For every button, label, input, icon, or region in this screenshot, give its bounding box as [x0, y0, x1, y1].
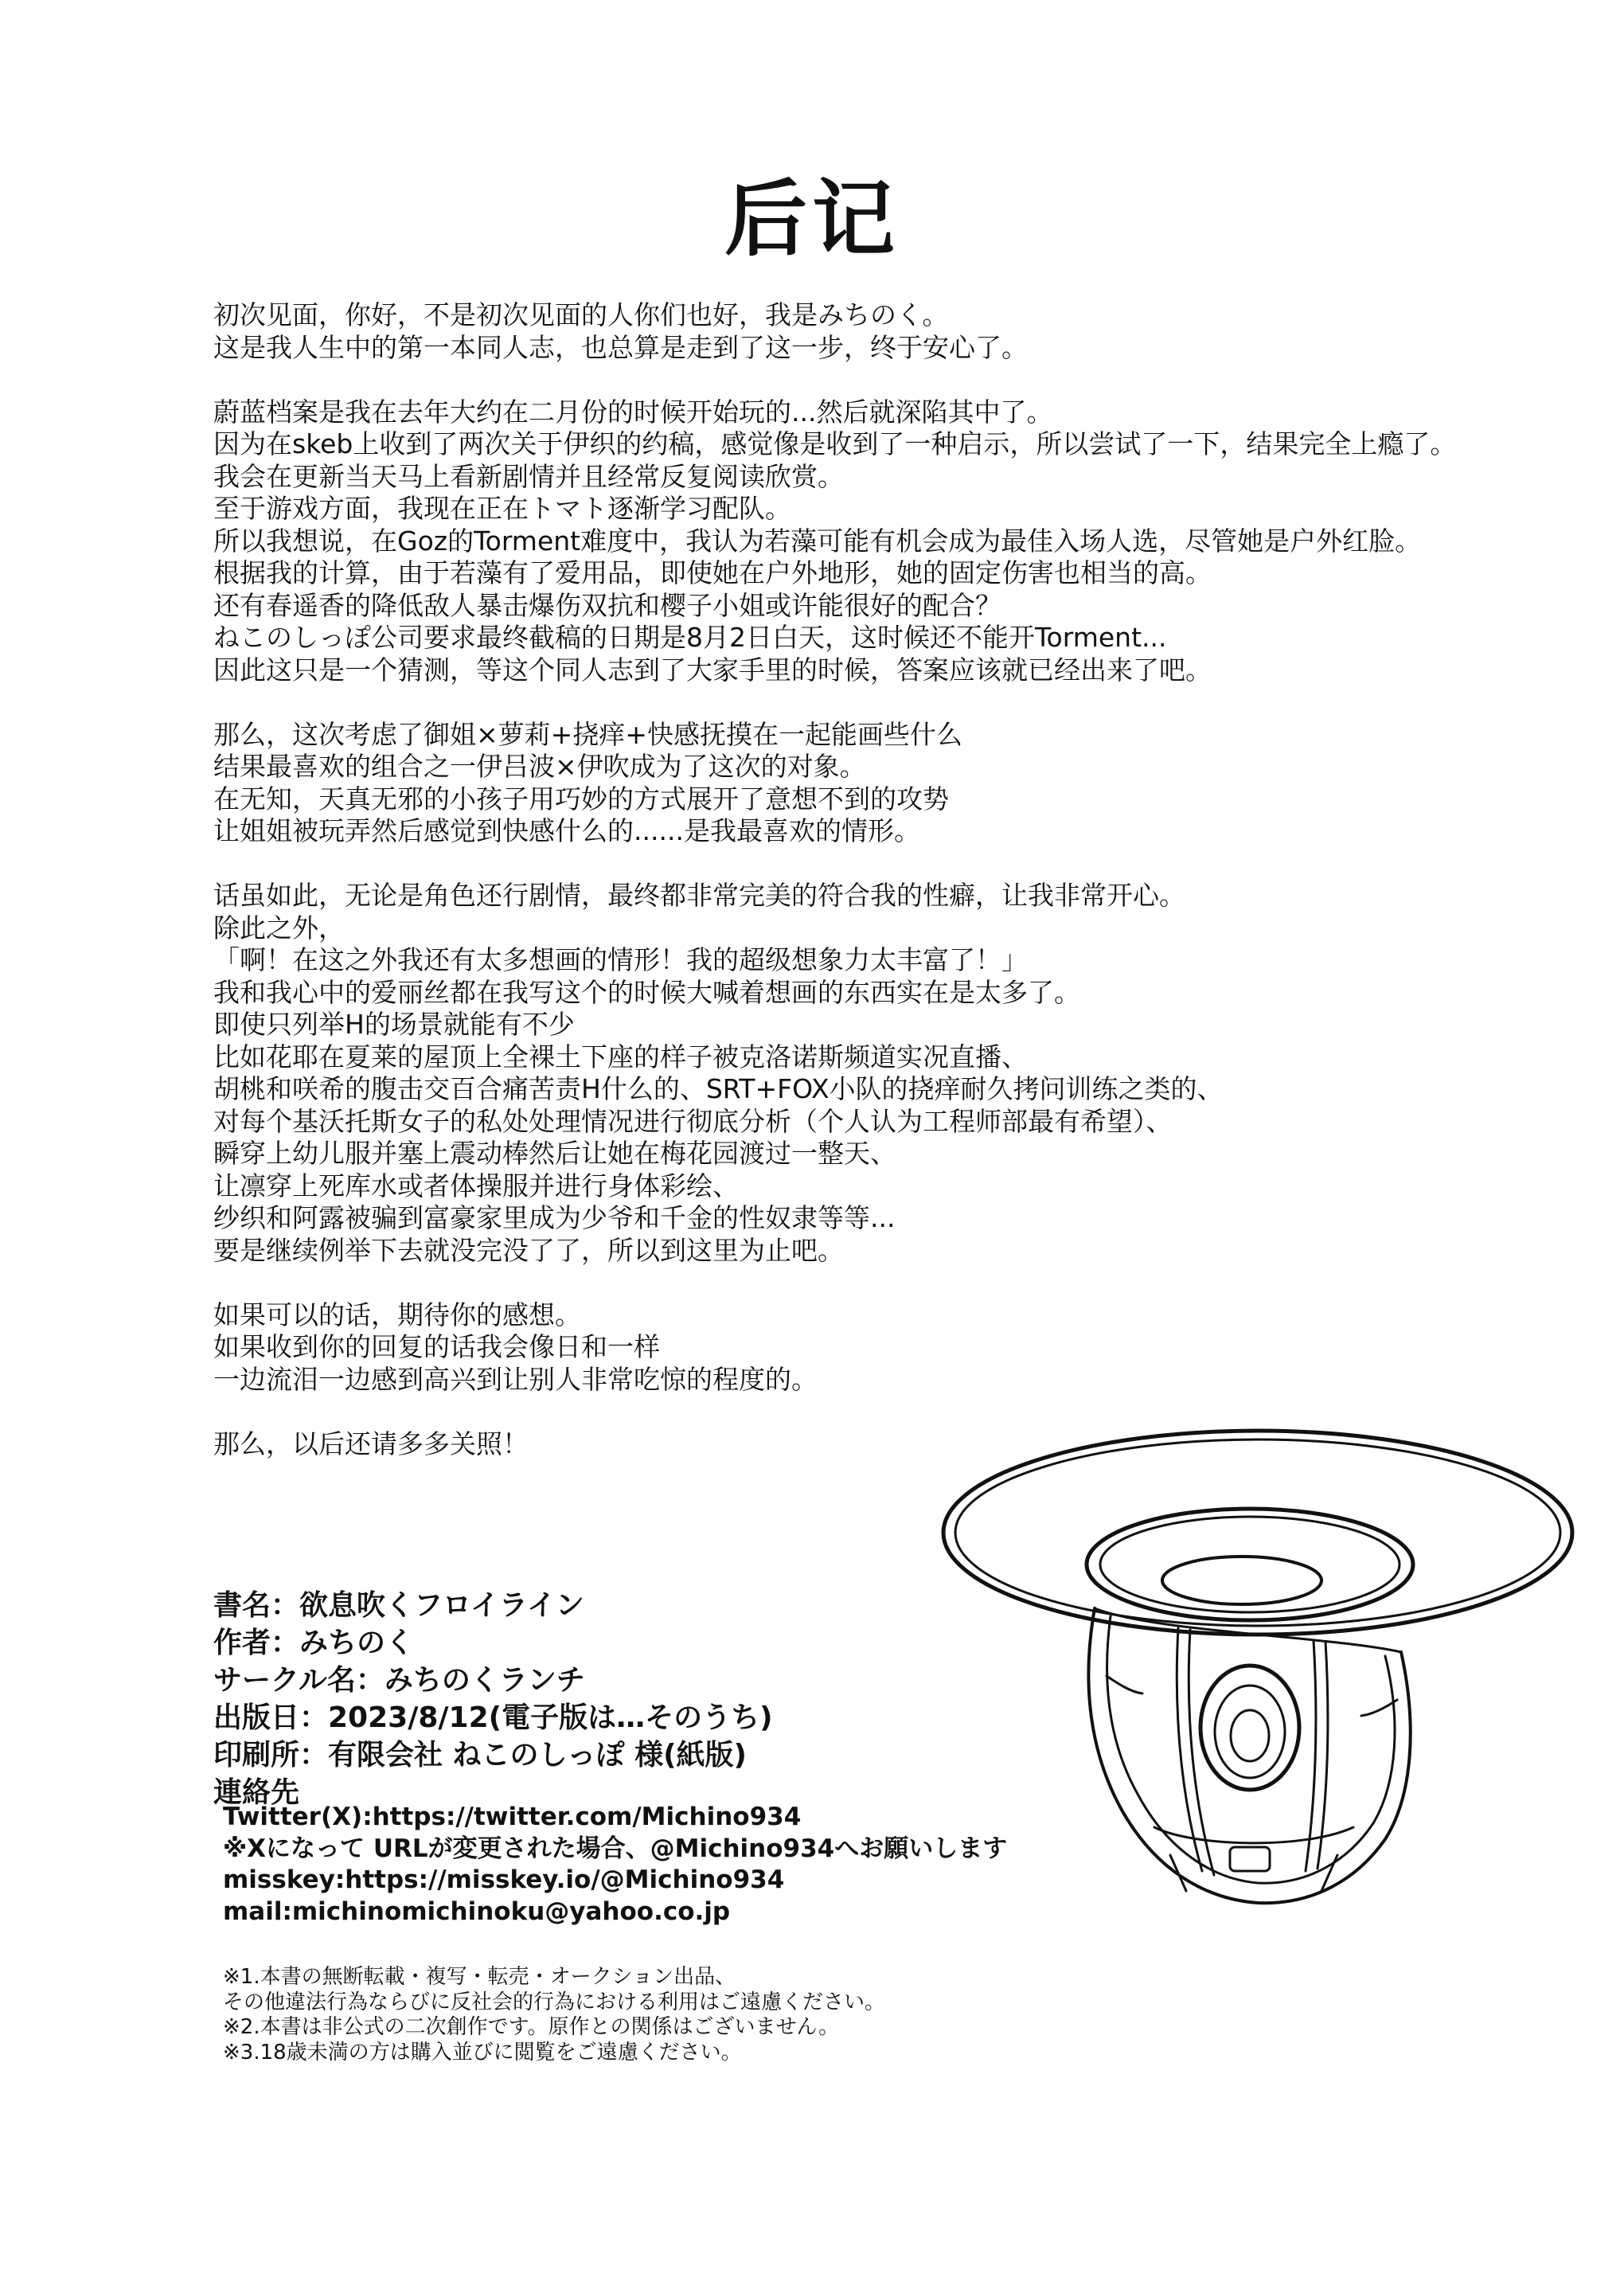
colophon-author: 作者：みちのく [213, 1627, 415, 1659]
text-line: 因为在skeb上收到了两次关于伊织的约稿，感觉像是收到了一种启示，所以尝试了一下，结果完全上瘾了。 [213, 428, 1457, 459]
note-line: ※3.18歳未満の方は購入並びに閲覧をご遠慮ください。 [223, 2040, 742, 2064]
text-line: 比如花耶在夏莱的屋顶上全裸土下座的样子被克洛诺斯频道实况直播、 [213, 1041, 1028, 1072]
text-line: 那么，以后还请多多关照！ [213, 1428, 529, 1459]
note-line: ※1.本書の無断転載・複写・転売・オークション出品、 [223, 1965, 736, 1989]
paragraph [213, 1299, 1591, 1397]
text-line: 纱织和阿露被骗到富豪家里成为少爷和千金的性奴隶等等... [213, 1202, 896, 1233]
text-line: ねこのしっぽ公司要求最终截稿的日期是8月2日白天，这时候还不能开Torment... [213, 622, 1167, 653]
text-line: 瞬穿上幼儿服并塞上震动棒然后让她在梅花园渡过一整天、 [213, 1138, 896, 1169]
colophon-contact-heading: 連絡先 [213, 1776, 300, 1809]
paragraph [213, 880, 1591, 1267]
text-line: 「啊！在这之外我还有太多想画的情形！我的超级想象力太丰富了！」 [213, 944, 1028, 975]
contact-twitter-note: ※Xになって URLが変更された場合、@Michino934へお願いします [223, 1834, 1008, 1863]
text-line: 因此这只是一个猜测，等这个同人志到了大家手里的时候，答案应该就已经出来了吧。 [213, 654, 1212, 686]
colophon-circle: サークル名：みちのくランチ [213, 1664, 585, 1697]
legal-notes [223, 1965, 885, 2065]
text-line: 话虽如此，无论是角色还行剧情，最终都非常完美的符合我的性癖，让我非常开心。 [213, 880, 1185, 911]
text-line: 一边流泪一边感到高兴到让别人非常吃惊的程度的。 [213, 1363, 818, 1395]
text-line: 胡桃和咲希的腹击交百合痛苦责H什么的、SRT+FOX小队的挠痒耐久拷问训练之类的、 [213, 1073, 1224, 1104]
contact-misskey[interactable]: misskey:https://misskey.io/@Michino934 [223, 1865, 785, 1894]
paragraph [213, 396, 1591, 687]
note-line: その他違法行為ならびに反社会的行為における利用はご遠慮ください。 [223, 1990, 886, 2014]
text-line: 如果可以的话，期待你的感想。 [213, 1299, 581, 1330]
colophon-title: 書名：欲息吹くフロイライン [213, 1589, 584, 1622]
colophon-date: 出版日：2023/8/12(電子版は…そのうち) [213, 1701, 773, 1734]
note-line: ※2.本書は非公式の二次創作です。原作との関係はございません。 [223, 2015, 840, 2039]
text-line: 蔚蓝档案是我在去年大约在二月份的时候开始玩的...然后就深陷其中了。 [213, 396, 1053, 428]
contact-list [223, 1802, 1007, 1928]
text-line: 初次见面，你好，不是初次见面的人你们也好，我是みちのく。 [213, 299, 949, 330]
text-line: 让姐姐被玩弄然后感觉到快感什么的......是我最喜欢的情形。 [213, 815, 920, 846]
text-line: 如果收到你的回复的话我会像日和一样 [213, 1331, 660, 1362]
text-line: 我和我心中的爱丽丝都在我写这个的时候大喊着想画的东西实在是太多了。 [213, 976, 1080, 1008]
text-line: 对每个基沃托斯女子的私处处理情况进行彻底分析（个人认为工程师部最有希望）、 [213, 1105, 1173, 1137]
text-line: 除此之外， [213, 912, 345, 943]
text-line: 即使只列举H的场景就能有不少 [213, 1009, 575, 1040]
contact-mail[interactable]: mail:michinomichinoku@yahoo.co.jp [223, 1897, 731, 1926]
text-line: 那么，这次考虑了御姐×萝莉+挠痒+快感抚摸在一起能画些什么 [213, 718, 962, 750]
afterword-body [213, 299, 1591, 1460]
text-line: 至于游戏方面，我现在正在トマト逐渐学习配队。 [213, 493, 791, 524]
contact-twitter[interactable]: Twitter(X):https://twitter.com/Michino934 [223, 1803, 802, 1831]
paragraph [213, 299, 1591, 364]
text-line: 还有春遥香的降低敌人暴击爆伤双抗和樱子小姐或许能很好的配合？ [213, 589, 1001, 621]
text-line: 这是我人生中的第一本同人志，也总算是走到了这一步，终于安心了。 [213, 331, 1028, 363]
text-line: 让凛穿上死库水或者体操服并进行身体彩绘、 [213, 1170, 739, 1201]
text-line: 在无知，天真无邪的小孩子用巧妙的方式展开了意想不到的攻势 [213, 783, 949, 814]
text-line: 所以我想说，在Goz的Torment难度中，我认为若藻可能有机会成为最佳入场人选，尽管她是户外红脸。 [213, 525, 1422, 557]
colophon-printer: 印刷所：有限会社 ねこのしっぽ 様(紙版) [213, 1739, 747, 1772]
paragraph [213, 719, 1591, 848]
text-line: 我会在更新当天马上看新剧情并且经常反复阅读欣赏。 [213, 460, 844, 492]
text-line: 根据我的计算，由于若藻有了爱用品，即使她在户外地形，她的固定伤害也相当的高。 [213, 557, 1212, 588]
halo-device-illustration [915, 1413, 1576, 1939]
page-title: 后记 [724, 170, 900, 268]
text-line: 结果最喜欢的组合之一伊吕波×伊吹成为了这次的对象。 [213, 751, 866, 782]
text-line: 要是继续例举下去就没完没了了，所以到这里为止吧。 [213, 1234, 844, 1266]
